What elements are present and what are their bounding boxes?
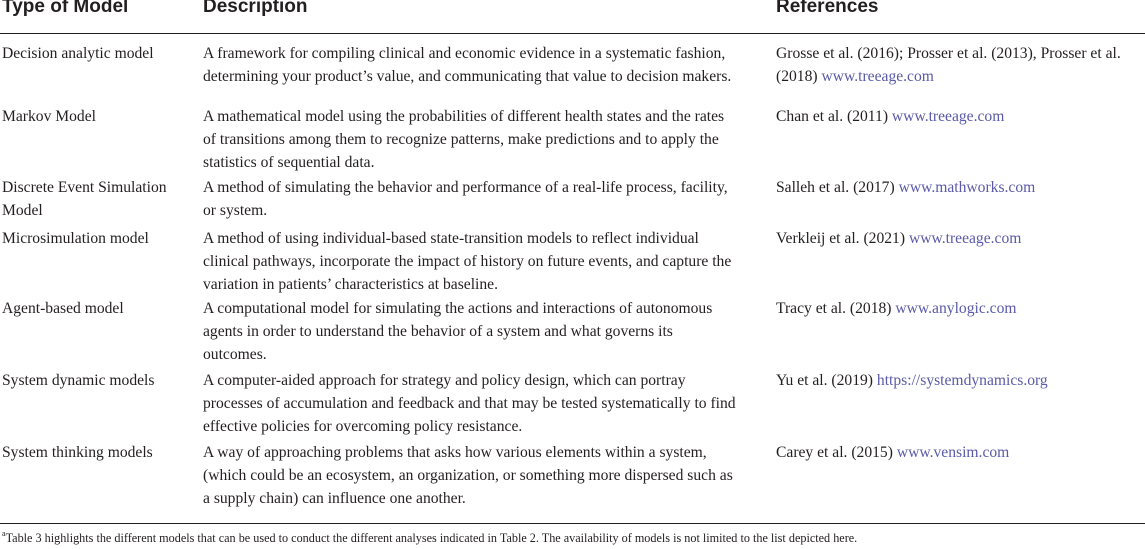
cell-type-line: System dynamic models	[2, 372, 155, 389]
cell-description-line: A framework for compiling clinical and economic evidence in a systematic fashion,	[203, 45, 726, 62]
cell-description-line: a supply chain) can influence one another.	[203, 490, 466, 507]
cell-references-line	[776, 441, 1145, 464]
footnote-text: Table 3 highlights the different models that can be used to conduct the different analyses indicated in Table 2. The availability of models is not limited to the list depicted here.	[5, 531, 858, 545]
table-footnote	[2, 530, 1145, 546]
reference-link[interactable]: https://systemdynamics.org	[876, 372, 1048, 389]
cell-description	[203, 42, 763, 88]
cell-type-line: Markov Model	[2, 108, 96, 125]
cell-description-line: determining your product’s value, and communicating that value to decision makers.	[203, 68, 732, 85]
reference-citation: Verkleij et al. (2021)	[776, 230, 906, 247]
cell-type	[2, 369, 192, 392]
cell-type-line: Agent-based model	[2, 300, 124, 317]
cell-description-line: A computer-aided approach for strategy and policy design, which can portray	[203, 372, 686, 389]
footnote-marker: a	[2, 529, 6, 538]
cell-type	[2, 105, 192, 128]
cell-description-line: A method of using individual-based state-transition models to reflect individual	[203, 230, 699, 247]
cell-description	[203, 369, 763, 438]
cell-references-line	[776, 227, 1145, 250]
cell-references	[776, 227, 1145, 250]
header-type: Type of Model	[2, 0, 129, 17]
table-header	[0, 0, 1145, 32]
cell-type-line: Discrete Event Simulation	[2, 179, 167, 196]
cell-type	[2, 227, 192, 250]
cell-type	[2, 42, 192, 65]
reference-link[interactable]: www.vensim.com	[896, 444, 1010, 461]
reference-link[interactable]: www.anylogic.com	[895, 300, 1017, 317]
cell-description-line: A mathematical model using the probabilities of different health states and the rates	[203, 108, 725, 125]
cell-description-line: effective policies for overcoming policy resistance.	[203, 418, 523, 435]
header-rule	[0, 33, 1145, 34]
cell-references-line	[776, 176, 1145, 199]
reference-link[interactable]: www.treeage.com	[821, 68, 934, 85]
cell-type	[2, 297, 192, 320]
cell-references	[776, 441, 1145, 464]
cell-type-line: Decision analytic model	[2, 45, 154, 62]
cell-description-line: outcomes.	[203, 346, 267, 363]
cell-references-line	[776, 297, 1145, 320]
reference-citation: Salleh et al. (2017)	[776, 179, 895, 196]
cell-description-line: statistics of sequential data.	[203, 154, 375, 171]
reference-citation: Grosse et al. (2016); Prosser et al. (2013), Prosser et al.	[776, 45, 1121, 62]
cell-type-line: Microsimulation model	[2, 230, 149, 247]
cell-description	[203, 105, 763, 174]
cell-description	[203, 297, 763, 366]
cell-description-line: or system.	[203, 202, 268, 219]
cell-description-line: of transitions among them to recognize patterns, make predictions and to apply the	[203, 131, 719, 148]
reference-link[interactable]: www.treeage.com	[891, 108, 1005, 125]
cell-references-line	[776, 42, 1145, 65]
cell-description	[203, 227, 763, 296]
cell-references	[776, 42, 1145, 88]
cell-description-line: A way of approaching problems that asks how various elements within a system,	[203, 444, 707, 461]
reference-link[interactable]: www.treeage.com	[908, 230, 1022, 247]
cell-type-line: System thinking models	[2, 444, 153, 461]
cell-description-line: A computational model for simulating the actions and interactions of autonomous	[203, 300, 713, 317]
cell-description-line: (which could be an ecosystem, an organization, or something more dispersed such as	[203, 467, 733, 484]
cell-description	[203, 441, 763, 510]
cell-description-line: A method of simulating the behavior and performance of a real-life process, facility,	[203, 179, 728, 196]
cell-references-line	[776, 105, 1145, 128]
reference-citation: Yu et al. (2019)	[776, 372, 874, 389]
reference-citation: Tracy et al. (2018)	[776, 300, 892, 317]
reference-citation: (2018)	[776, 68, 818, 85]
reference-citation: Chan et al. (2011)	[776, 108, 889, 125]
cell-references	[776, 369, 1145, 392]
reference-link[interactable]: www.mathworks.com	[898, 179, 1036, 196]
cell-description-line: processes of accumulation and feedback and that may be tested systematically to find	[203, 395, 736, 412]
cell-description-line: clinical pathways, incorporate the impact of history on future events, and capture the	[203, 253, 732, 270]
cell-references-line	[776, 65, 1145, 88]
cell-type	[2, 176, 192, 222]
cell-description-line: agents in order to understand the behavior of a system and what governs its	[203, 323, 673, 340]
cell-references	[776, 105, 1145, 128]
cell-description	[203, 176, 763, 222]
bottom-rule	[0, 523, 1145, 524]
header-description: Description	[203, 0, 308, 17]
cell-references-line	[776, 369, 1145, 392]
cell-type-line: Model	[2, 202, 43, 219]
cell-description-line: variation in patients’ characteristics at baseline.	[203, 276, 499, 293]
cell-references	[776, 176, 1145, 199]
cell-type	[2, 441, 192, 464]
cell-references	[776, 297, 1145, 320]
header-references: References	[776, 0, 879, 17]
reference-citation: Carey et al. (2015)	[776, 444, 893, 461]
